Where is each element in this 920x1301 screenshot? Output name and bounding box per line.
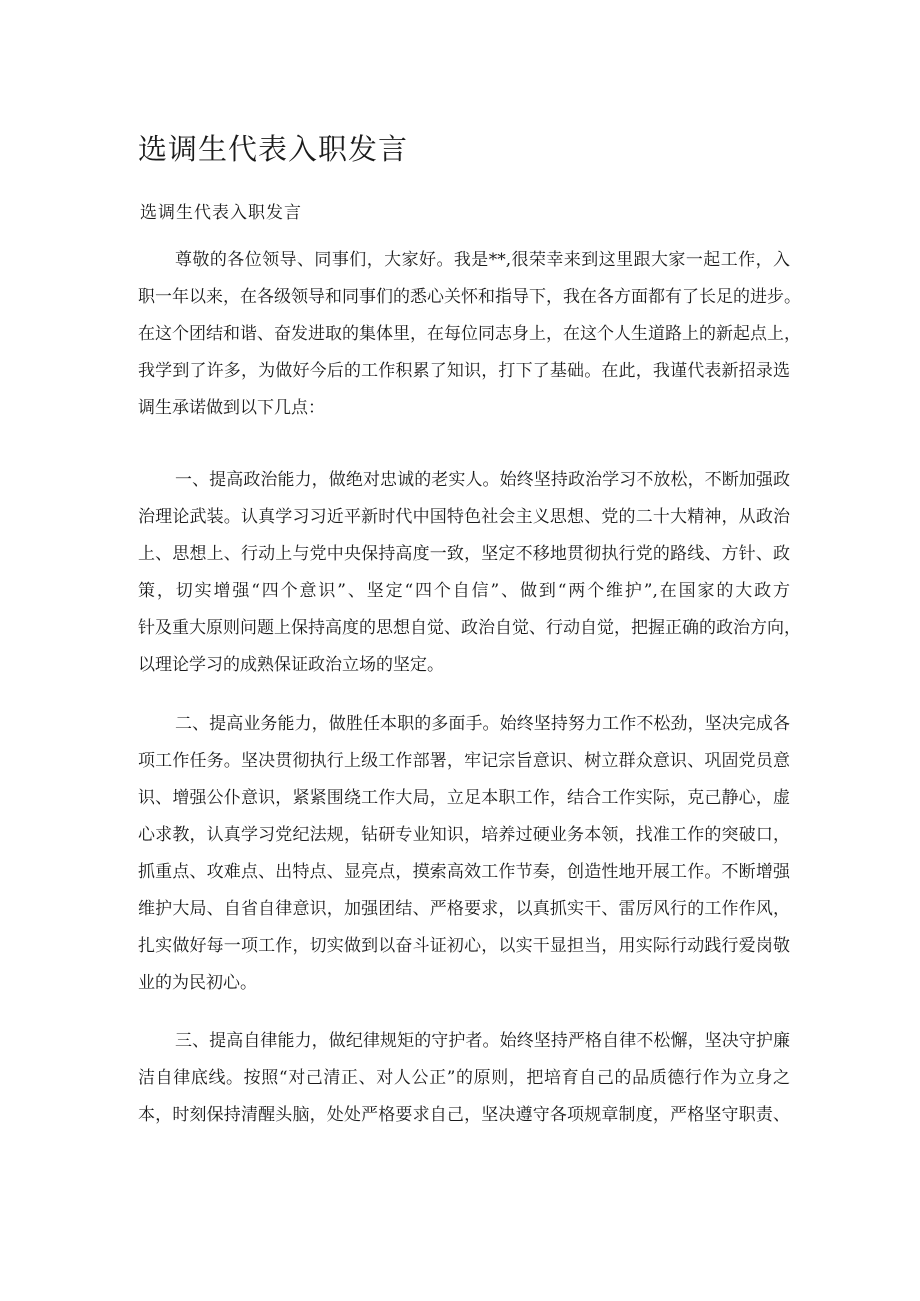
paragraph-line: 尊敬的各位领导、同事们，大家好。我是**,很荣幸来到这里跟大家一起工作，入 — [175, 250, 790, 270]
paragraph-political-ability — [138, 462, 801, 684]
paragraph-line: 策，切实增强“四个意识”、坚定“四个自信”、做到“两个维护”,在国家的大政方 — [138, 581, 790, 601]
paragraph-line: 我学到了许多，为做好今后的工作积累了知识，打下了基础。在此，我谨代表新招录选 — [138, 361, 790, 381]
paragraph-line: 业的为民初心。 — [138, 973, 257, 993]
paragraph-line: 维护大局、自省自律意识，加强团结、严格要求，以真抓实干、雷厉风行的工作作风， — [138, 899, 790, 919]
paragraph-line: 三、提高自律能力，做纪律规矩的守护者。始终坚持严格自律不松懈，坚决守护廉 — [175, 1031, 790, 1051]
paragraph-line: 针及重大原则问题上保持高度的思想自觉、政治自觉、行动自觉，把握正确的政治方向， — [138, 618, 801, 638]
document-title: 选调生代表入职发言 — [138, 132, 409, 166]
document-subtitle: 选调生代表入职发言 — [140, 203, 302, 223]
paragraph-line: 以理论学习的成熟保证政治立场的坚定。 — [138, 655, 444, 675]
paragraph-line: 职一年以来，在各级领导和同事们的悉心关怀和指导下，我在各方面都有了长足的进步。 — [138, 287, 801, 307]
paragraph-line: 本，时刻保持清醒头脑，处处严格要求自己，坚决遵守各项规章制度，严格坚守职责、 — [138, 1105, 790, 1125]
paragraph-line: 调生承诺做到以下几点： — [138, 398, 325, 418]
paragraph-line: 在这个团结和谐、奋发进取的集体里，在每位同志身上，在这个人生道路上的新起点上， — [138, 324, 801, 344]
paragraph-line: 心求教，认真学习党纪法规，钻研专业知识，培养过硬业务本领，找准工作的突破口， — [138, 825, 790, 845]
paragraph-line: 上、思想上、行动上与党中央保持高度一致，坚定不移地贯彻执行党的路线、方针、政 — [138, 544, 790, 564]
paragraph-line: 一、提高政治能力，做绝对忠诚的老实人。始终坚持政治学习不放松，不断加强政 — [175, 470, 790, 490]
paragraph-business-ability — [138, 706, 790, 1002]
paragraph-line: 项工作任务。坚决贯彻执行上级工作部署，牢记宗旨意识、树立群众意识、巩固党员意 — [138, 751, 790, 771]
paragraph-line: 识、增强公仆意识，紧紧围绕工作大局，立足本职工作，结合工作实际，克己静心，虚 — [138, 788, 790, 808]
paragraph-line: 扎实做好每一项工作，切实做到以奋斗证初心，以实干显担当，用实际行动践行爱岗敬 — [138, 936, 790, 956]
paragraph-self-discipline — [138, 1023, 790, 1134]
paragraph-line: 洁自律底线。按照“对己清正、对人公正”的原则，把培育自己的品质德行作为立身之 — [138, 1068, 790, 1088]
paragraph-line: 治理论武装。认真学习习近平新时代中国特色社会主义思想、党的二十大精神，从政治 — [138, 507, 790, 527]
paragraph-line: 二、提高业务能力，做胜任本职的多面手。始终坚持努力工作不松劲，坚决完成各 — [175, 714, 790, 734]
paragraph-line: 抓重点、攻难点、出特点、显亮点，摸索高效工作节奏，创造性地开展工作。不断增强 — [138, 862, 790, 882]
paragraph-greeting — [138, 242, 801, 427]
